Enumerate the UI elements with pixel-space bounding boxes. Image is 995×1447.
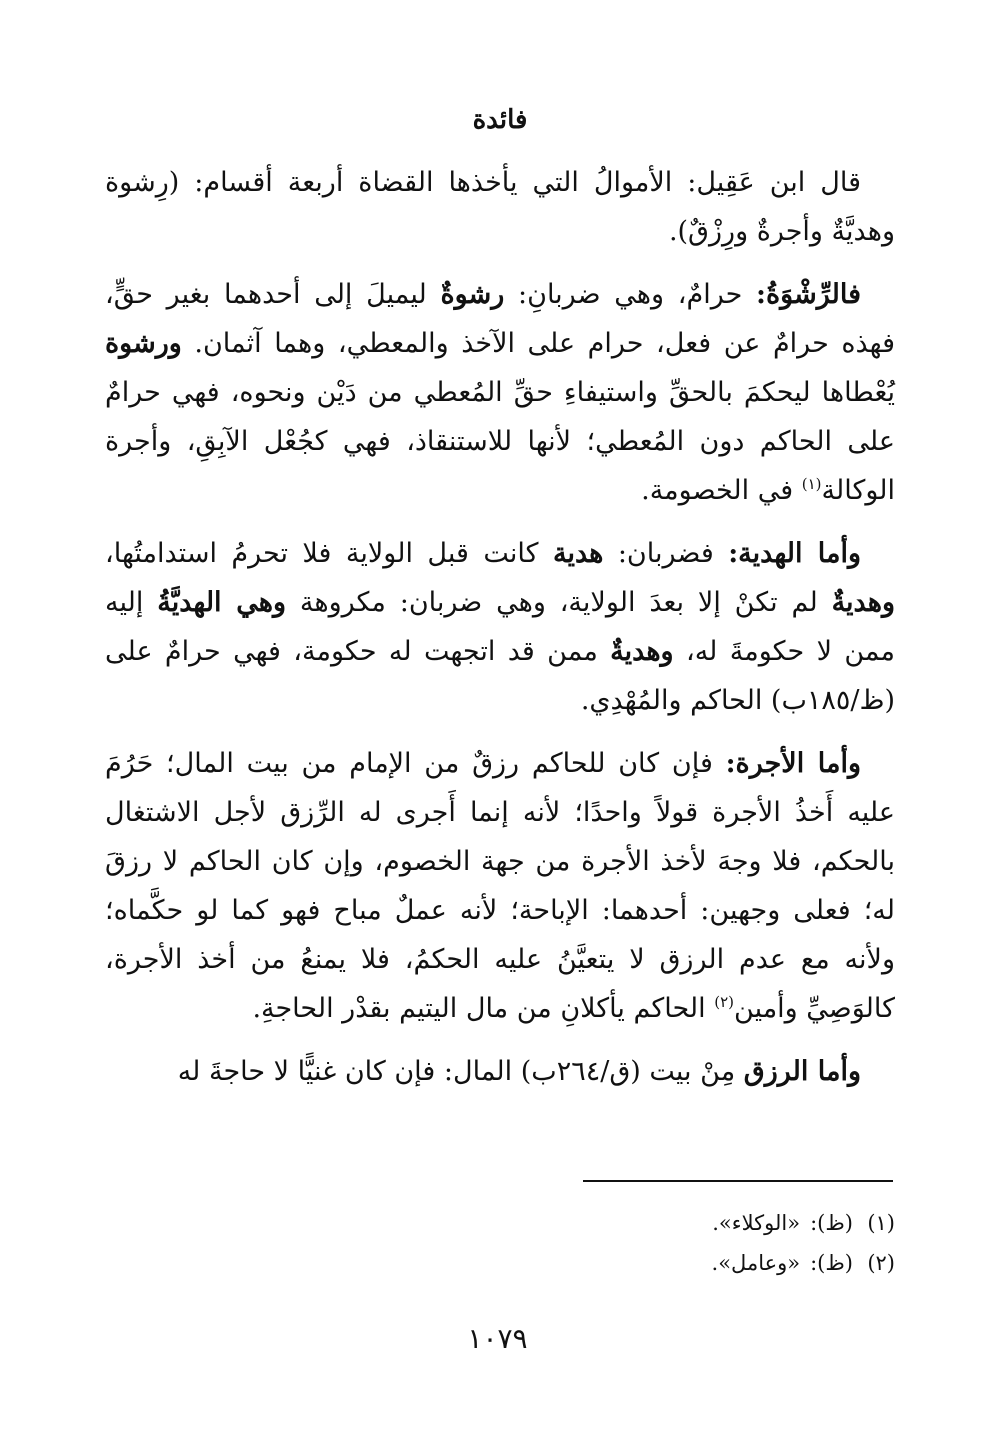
- page-body: [105, 100, 895, 1110]
- section-lead: فالرِّشْوَةُ:: [756, 279, 861, 310]
- page-number: ١٠٧٩: [467, 1322, 528, 1355]
- section-lead: وأما الهدية:: [728, 538, 861, 569]
- paragraph-bribery: فالرِّشْوَةُ: حرامٌ، وهي ضربانِ: رشوةٌ ليميلَ إلى أحدهما بغير حقٍّ، فهذه حرامٌ عن فعل، حرام على الآخذ والمعطي، وهما آثمان. ورشوة يُعْطاها ليحكمَ بالحقِّ واستيفاءِ حقِّ المُعطي من دَيْن ونحوه، فهي حرامٌ على الحاكم دون المُعطي؛ لأنها للاستنقاذ، فهي كجُعْل الآبِقِ، وأجرة الوكالة$^{(١)}$ في الخصومة.: [105, 279, 895, 506]
- paragraph-gift: وأما الهدية: فضربان: هدية كانت قبل الولاية فلا تحرمُ استدامتُها، وهديةٌ لم تكنْ إلا بعدَ الولاية، وهي ضربان: مكروهة وهي الهديَّةُ إليه ممن لا حكومةَ له، وهديةٌ ممن قد اتجهت له حكومة، فهي حرامٌ على (ظ/١٨٥ب) الحاكم والمُهْدِي.: [105, 538, 896, 716]
- footnote-divider: [583, 1180, 893, 1182]
- paragraph-intro: قال ابن عَقِيل: الأموالُ التي يأخذها القضاة أربعة أقسام: (رِشوة وهديَّةٌ وأجرةٌ ورِزْقٌ).: [105, 167, 895, 247]
- paragraph-stipend: وأما الرزق مِنْ بيت (ق/٢٦٤ب) المال: فإن كان غنيًّا لا حاجةَ له: [177, 1056, 861, 1087]
- section-lead: وأما الأجرة:: [725, 748, 861, 779]
- footnote-2: (٢)(ظ):«وعامل».: [711, 1251, 895, 1275]
- footnotes: [105, 1203, 895, 1283]
- section-lead: وأما الرزق: [743, 1056, 861, 1087]
- footnote-ref-1[interactable]: (١): [801, 475, 822, 493]
- paragraph-wage: وأما الأجرة: فإن كان للحاكم رزقٌ من الإمام من بيت المال؛ حَرُمَ عليه أَخذُ الأجرة قولاً واحدًا؛ لأنه إنما أَجرى له الرِّزق لأجل الاشتغال بالحكم، فلا وجهَ لأخذ الأجرة من جهة الخصوم، وإن كان الحاكم لا رزقَ له؛ فعلى وجهين: أحدهما: الإباحة؛ لأنه عملٌ مباح فهو كما لو حكَّماه؛ ولأنه مع عدم الرزق لا يتعيَّنُ عليه الحكمُ، فلا يمنعُ من أخذ الأجرة، كالوَصِيِّ وأمين$^{(٢)}$ الحاكم يأكلانِ من مال اليتيم بقدْر الحاجةِ.: [105, 748, 895, 1024]
- footnote-ref-2[interactable]: (٢): [714, 993, 735, 1011]
- footnote-1: (١)(ظ):«الوكلاء».: [712, 1211, 895, 1235]
- page-title: فائدة: [472, 105, 528, 135]
